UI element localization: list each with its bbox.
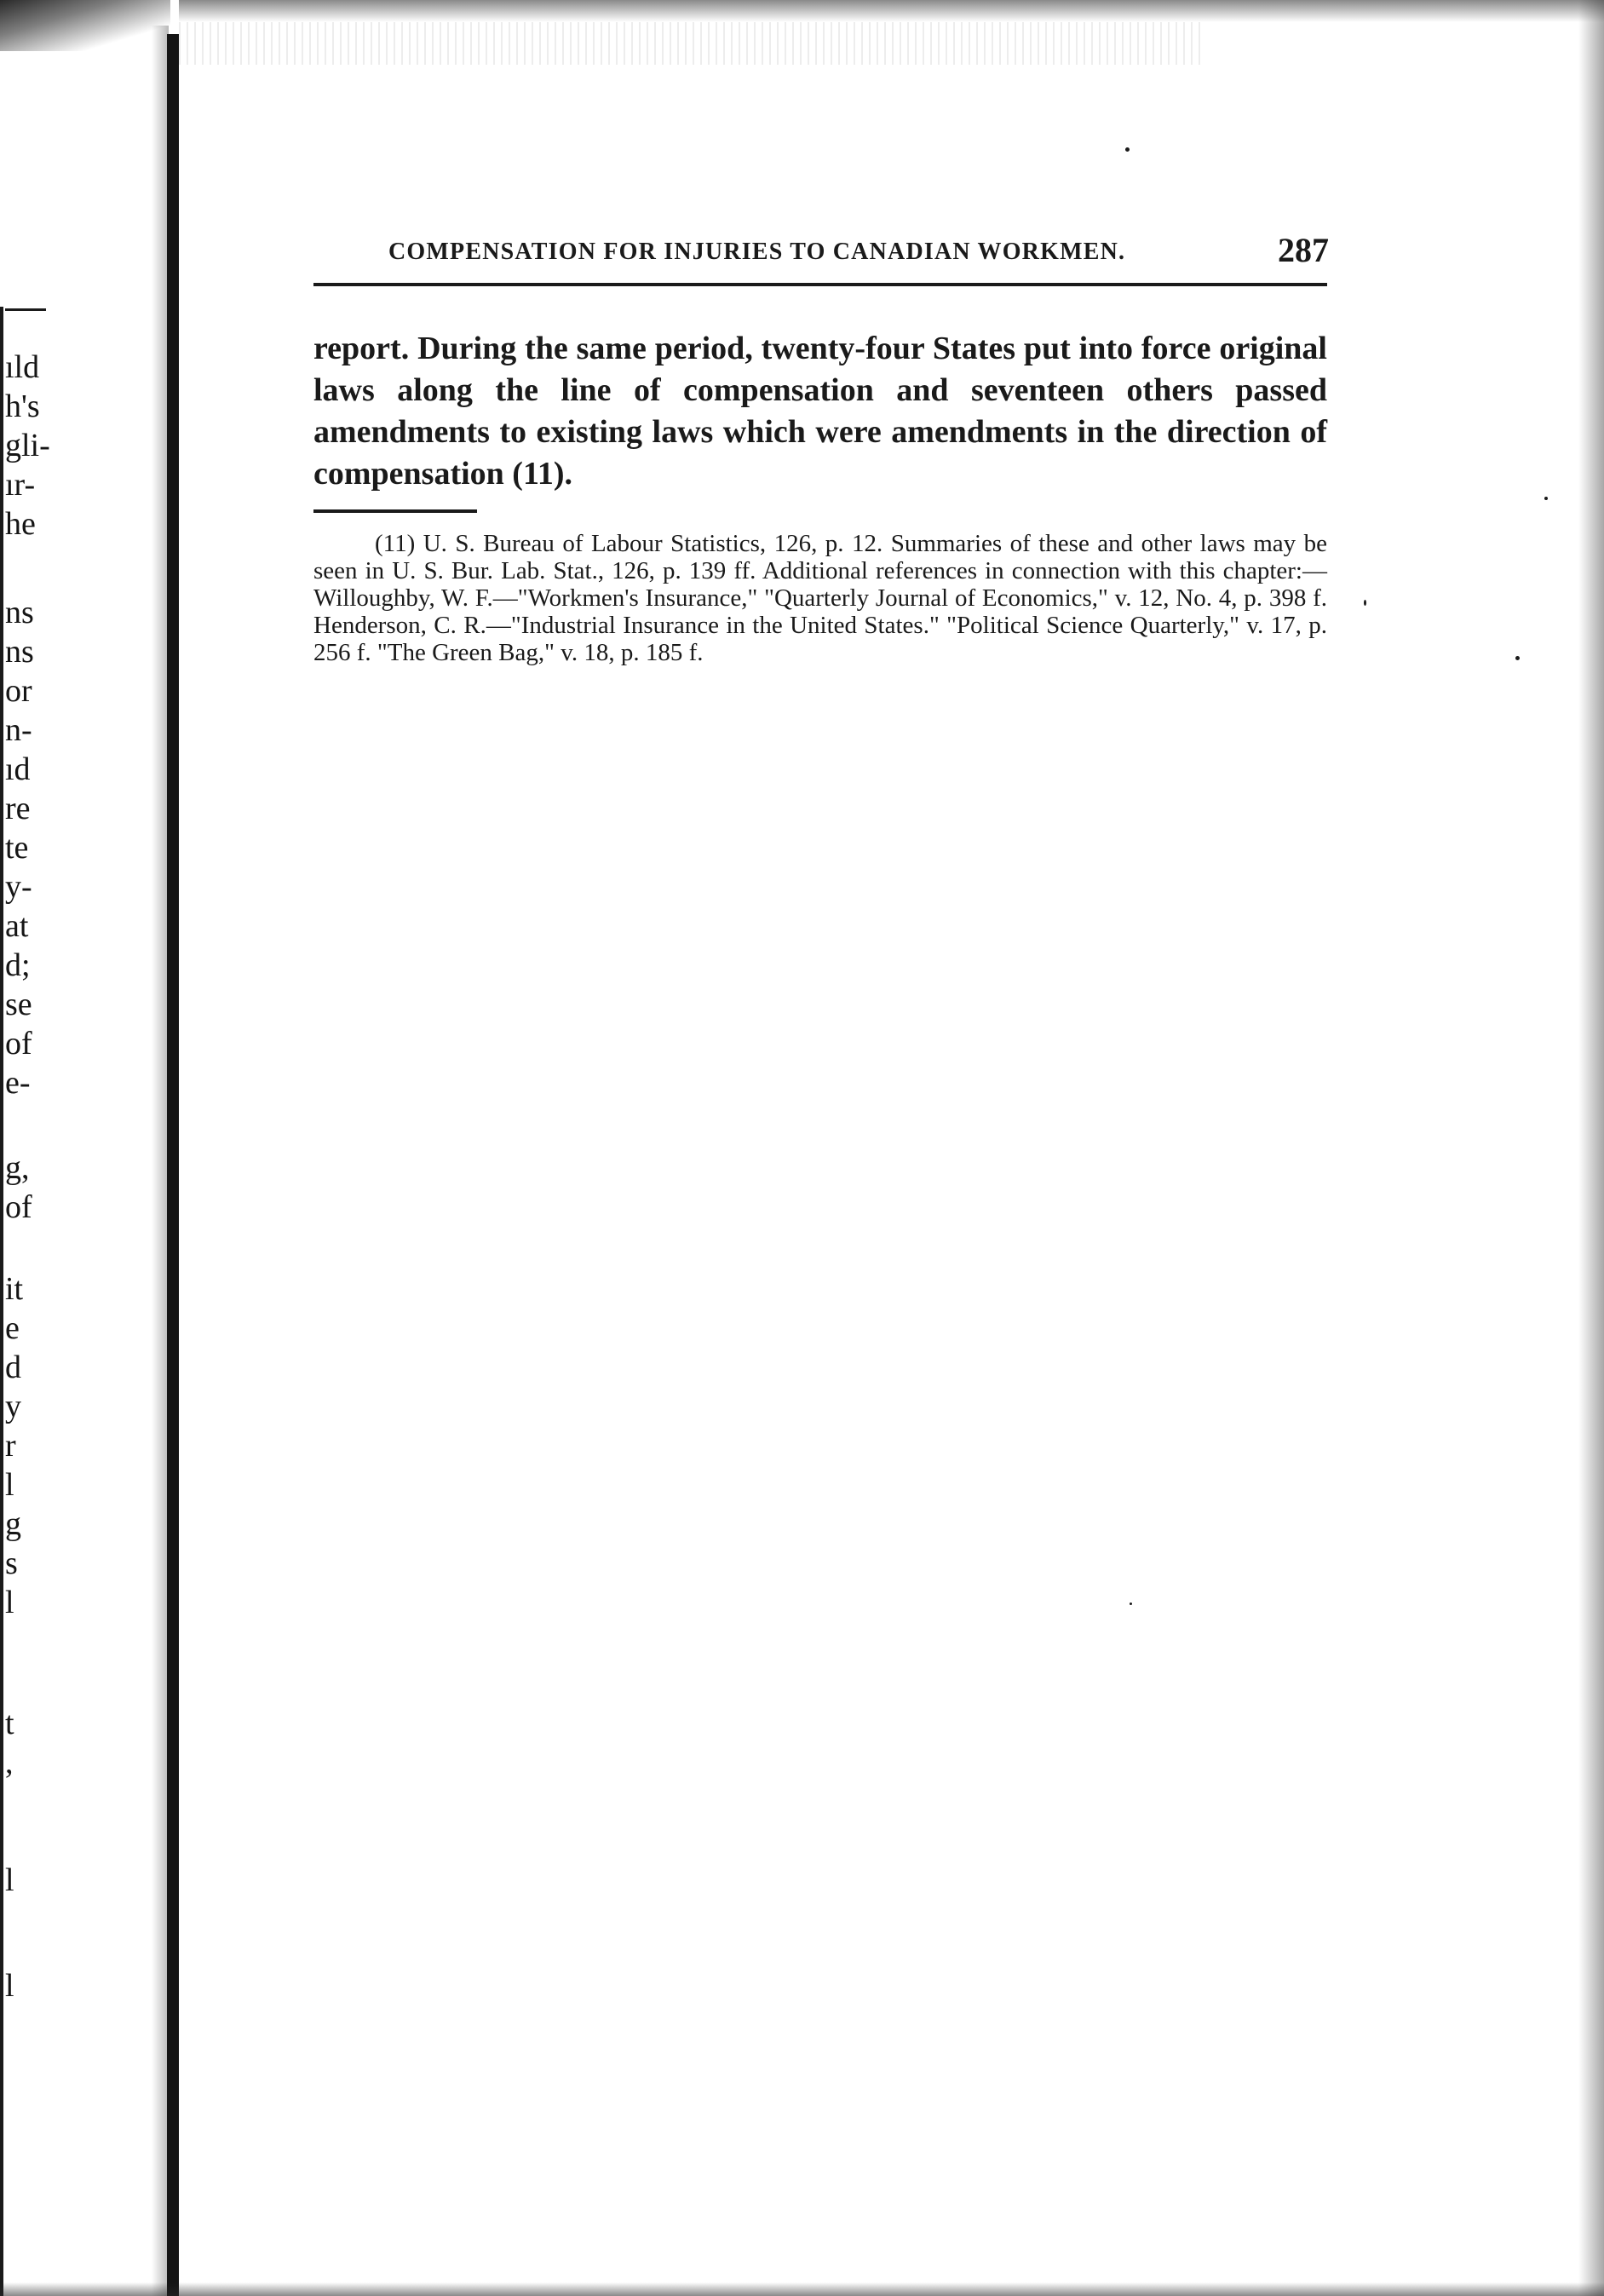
scan-speck (1125, 147, 1130, 152)
facing-fragment: y (5, 1389, 21, 1424)
footnote: (11) U. S. Bureau of Labour Statistics, 126, p. 12. Summaries of these and other laws may be seen in U. S. Bur. Lab. Stat., 126, p. 139 ff. Additional references in connection with this chapter:—Willoughby, W. F.—"Workmen's Insurance," "Quarterly Journal of Economics," v. 12, No. 4, p. 398 f. Henderson, C. R.—"Industrial Insurance in the United States." "Political Science Quarterly," v. 17, p. 256 f. "The Green Bag," v. 18, p. 185 f. (313, 530, 1327, 666)
body-paragraph: report. During the same period, twenty-four States put into force original laws along the line of compensation and seventeen others passed amendments to existing laws which were amendments in the direction of compensation (11). (313, 331, 1327, 492)
facing-fragment: at (5, 908, 29, 944)
scan-speck (1130, 1603, 1132, 1605)
header-rule (313, 283, 1327, 286)
scan-speck (1364, 600, 1366, 606)
binding-gutter (167, 34, 179, 2296)
scan-right-edge (1578, 0, 1604, 2296)
facing-fragment: gli- (5, 428, 50, 463)
facing-fragment: n- (5, 712, 32, 748)
facing-fragment: , (5, 1745, 14, 1781)
footnote-rule (313, 509, 477, 513)
facing-fragment: he (5, 506, 36, 542)
facing-fragment: ıld (5, 349, 40, 385)
facing-fragment: r (5, 1428, 16, 1464)
facing-fragment: ns (5, 595, 34, 630)
facing-fragment: l (5, 1585, 14, 1620)
facing-fragment: se (5, 987, 32, 1022)
scan-top-noise (179, 22, 1201, 65)
facing-page-rule (5, 308, 46, 311)
facing-fragment: g (5, 1506, 21, 1542)
running-head (375, 230, 1329, 276)
facing-fragment: of (5, 1189, 32, 1225)
facing-fragment: l (5, 1467, 14, 1503)
facing-fragment: ıd (5, 751, 31, 787)
facing-fragment: te (5, 830, 29, 866)
facing-fragment: re (5, 791, 31, 826)
facing-fragment: h's (5, 388, 40, 424)
facing-fragment: or (5, 673, 32, 709)
facing-fragment: ns (5, 634, 34, 670)
facing-fragment: e (5, 1310, 20, 1346)
page-number: 287 (1278, 231, 1329, 269)
running-title: COMPENSATION FOR INJURIES TO CANADIAN WORKMEN. (388, 239, 1126, 265)
facing-fragment: ır- (5, 467, 36, 503)
facing-fragment: e- (5, 1065, 31, 1101)
scan-top-edge (179, 0, 1604, 22)
facing-fragment: it (5, 1271, 24, 1307)
binding-gutter-shadow (152, 26, 169, 2296)
facing-fragment: d (5, 1349, 21, 1385)
facing-page-fragments (5, 0, 150, 2296)
facing-fragment: l (5, 1968, 14, 2004)
scan-bottom-edge (0, 2282, 1604, 2296)
facing-fragment: g, (5, 1150, 30, 1186)
facing-fragment: y- (5, 869, 32, 905)
facing-page-edge (0, 307, 3, 2296)
facing-fragment: s (5, 1545, 18, 1581)
facing-fragment: d; (5, 947, 31, 983)
facing-fragment: l (5, 1862, 14, 1898)
facing-fragment: of (5, 1026, 32, 1062)
scan-speck (1515, 656, 1520, 660)
facing-fragment: t (5, 1706, 14, 1741)
scan-speck (1544, 497, 1548, 500)
